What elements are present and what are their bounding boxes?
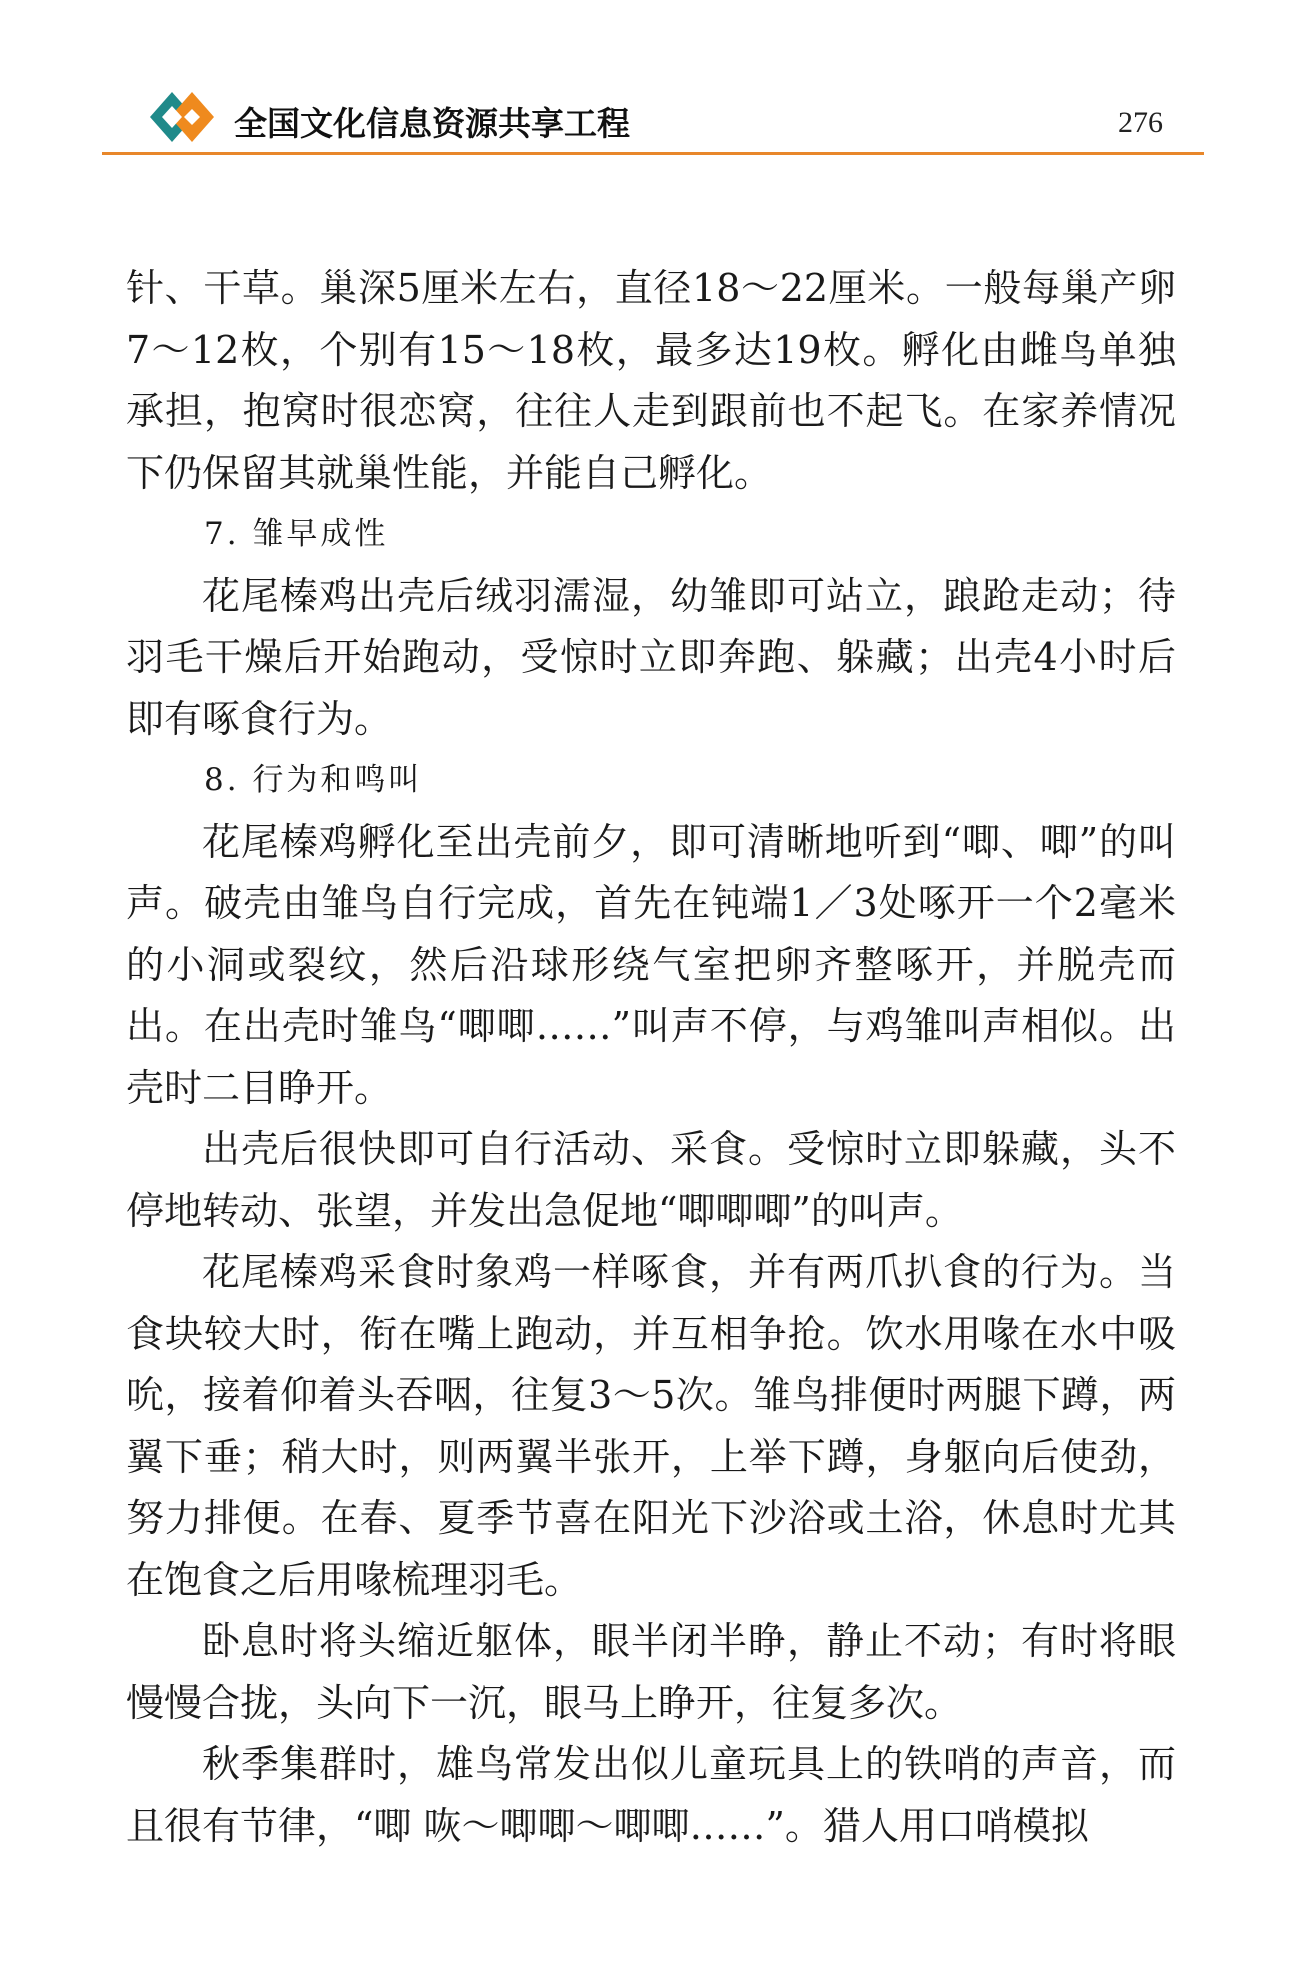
page-body (126, 258, 1176, 1857)
section-heading: 8. 行为和鸣叫 (204, 762, 423, 798)
header-divider (102, 152, 1204, 155)
paragraph: 针、干草。巢深5厘米左右，直径18～22厘米。一般每巢产卵7～12枚，个别有15～18枚，最多达19枚。孵化由雌鸟单独承担，抱窝时很恋窝，往往人走到跟前也不起飞。在家养情况下仍保留其就巢性能，并能自己孵化。 (126, 266, 1176, 495)
header-title: 全国文化信息资源共享工程 (234, 104, 630, 143)
paragraph: 花尾榛鸡出壳后绒羽濡湿，幼雏即可站立，踉跄走动；待羽毛干燥后开始跑动，受惊时立即奔跑、躲藏；出壳4小时后即有啄食行为。 (126, 573, 1176, 741)
page-header (0, 0, 1292, 160)
section-heading: 7. 雏早成性 (204, 516, 389, 552)
paragraph: 秋季集群时，雄鸟常发出似儿童玩具上的铁哨的声音，而且很有节律，“唧 咴～唧唧～唧唧……”。猎人用口哨模拟 (126, 1742, 1176, 1848)
paragraph: 卧息时将头缩近躯体，眼半闭半睁，静止不动；有时将眼慢慢合拢，头向下一沉，眼马上睁开，往复多次。 (126, 1619, 1176, 1725)
diamond-logo-icon (122, 84, 232, 150)
paragraph: 出壳后很快即可自行活动、采食。受惊时立即躲藏，头不停地转动、张望，并发出急促地“唧唧唧”的叫声。 (126, 1127, 1176, 1233)
paragraph: 花尾榛鸡孵化至出壳前夕，即可清晰地听到“唧、唧”的叫声。破壳由雏鸟自行完成，首先在钝端1／3处啄开一个2毫米的小洞或裂纹，然后沿球形绕气室把卵齐整啄开，并脱壳而出。在出壳时雏鸟“唧唧……”叫声不停，与鸡雏叫声相似。出壳时二目睁开。 (126, 819, 1176, 1110)
paragraph: 花尾榛鸡采食时象鸡一样啄食，并有两爪扒食的行为。当食块较大时，衔在嘴上跑动，并互相争抢。饮水用喙在水中吸吮，接着仰着头吞咽，往复3～5次。雏鸟排便时两腿下蹲，两翼下垂；稍大时，则两翼半张开，上举下蹲，身躯向后使劲，努力排便。在春、夏季节喜在阳光下沙浴或土浴，休息时尤其在饱食之后用喙梳理羽毛。 (126, 1250, 1176, 1602)
page-number: 276 (1118, 106, 1163, 139)
